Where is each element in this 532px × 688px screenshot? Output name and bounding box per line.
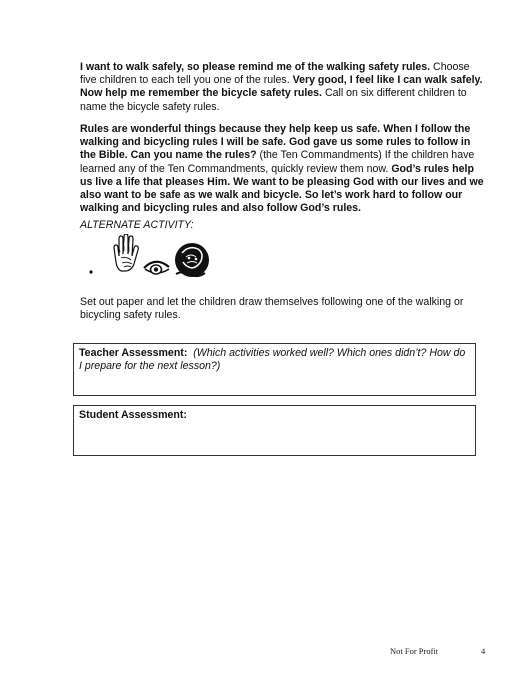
paragraph-drawing-activity: Set out paper and let the children draw themselves following one of the walking or bicycling safety rules. <box>80 296 464 322</box>
page-number: 4 <box>481 646 486 656</box>
paragraph2-bold-2: God’s rules help us live a life that pleases Him. We want to be pleasing God with our lives and we also want to be safe as we walk and bicycle. So let’s work hard to follow our walking and bicycling rules and also follow God’s rules. <box>80 162 484 215</box>
paragraph1-bold-2: Very good, I feel like I can walk safely. Now help me remember the bicycle safety rules. <box>80 74 483 100</box>
paragraph1-bold-1: I want to walk safely, so please remind me of the walking safety rules. <box>80 61 431 73</box>
paragraph-walking-rules <box>80 61 488 114</box>
eye-icon <box>144 262 169 274</box>
teacher-assessment-label: Teacher Assessment: <box>79 347 188 359</box>
alternate-activity-heading: ALTERNATE ACTIVITY: <box>80 219 194 231</box>
footer-text: Not For Profit <box>390 646 439 656</box>
student-assessment-box <box>73 405 476 456</box>
page-footer <box>390 646 490 656</box>
paragraph2-bold-1: Rules are wonderful things because they help keep us safe. When I follow the walking and bicycling rules I will be safe. God gave us some rules to follow in the Bible. Can you name the rules? <box>80 123 471 162</box>
paragraph2-text-1: (the Ten Commandments) If the children have learned any of the Ten Commandments, quickly review them now. <box>80 149 475 175</box>
head-icon <box>175 243 209 277</box>
paragraph1-text-1: Choose five children to each tell you one of the rules. <box>80 61 470 87</box>
student-assessment-label: Student Assessment: <box>79 409 187 421</box>
bullet-dot <box>89 270 92 273</box>
teacher-assessment-box <box>73 343 476 396</box>
hand-icon <box>114 234 138 271</box>
activity-icons <box>88 234 218 280</box>
paragraph1-text-2: Call on six different children to name the bicycle safety rules. <box>80 87 467 113</box>
teacher-assessment-note: (Which activities worked well? Which ones didn’t? How do I prepare for the next lesson?) <box>79 347 466 373</box>
paragraph-rules-explanation <box>80 123 488 215</box>
